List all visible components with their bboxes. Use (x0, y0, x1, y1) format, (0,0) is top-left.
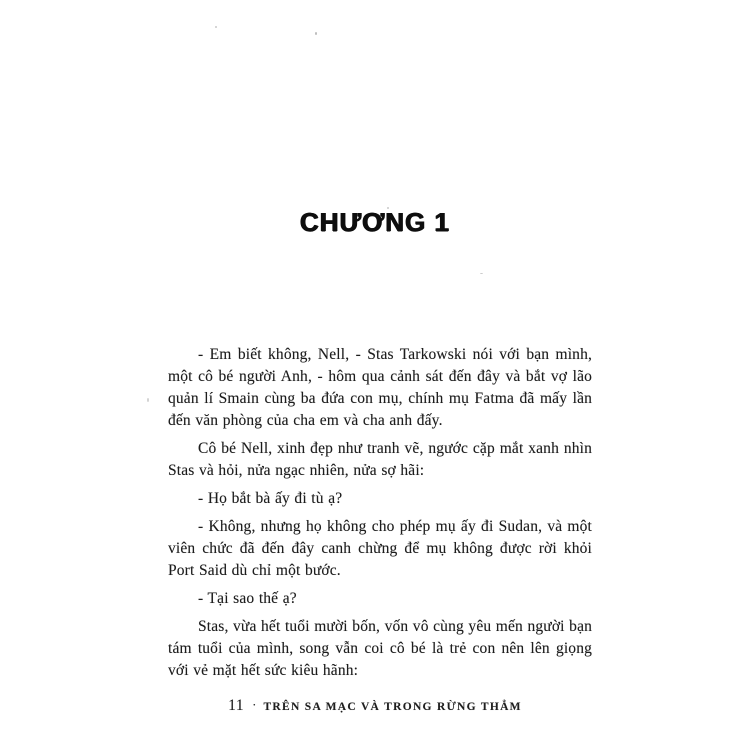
paragraph: Stas, vừa hết tuổi mười bốn, vốn vô cùng yêu mến người bạn tám tuổi của mình, song vẫn coi cô bé là trẻ con nên lên giọng với vẻ mặt hết sức kiêu hãnh: (168, 618, 592, 679)
paragraph: - Tại sao thế ạ? (198, 590, 297, 607)
scan-speck (147, 398, 149, 402)
scan-speck (215, 26, 217, 28)
paragraph: - Không, nhưng họ không cho phép mụ ấy đi Sudan, và một viên chức đã đến đây canh chừng để mụ không được rời khỏi Port Said dù chỉ một bước. (168, 518, 592, 579)
page-number: 11 (228, 697, 245, 714)
paragraph: - Họ bắt bà ấy đi tù ạ? (198, 490, 343, 507)
scan-speck (480, 273, 483, 274)
scan-speck (315, 32, 317, 35)
page-footer (0, 697, 750, 715)
separator-dot: · (252, 697, 257, 712)
paragraph: Cô bé Nell, xinh đẹp như tranh vẽ, ngước cặp mắt xanh nhìn Stas và hỏi, nửa ngạc nhiên, nửa sợ hãi: (168, 440, 592, 479)
body-text (168, 344, 592, 688)
book-title: TRÊN SA MẠC VÀ TRONG RỪNG THẲM (263, 701, 522, 713)
paragraph: - Em biết không, Nell, - Stas Tarkowski nói với bạn mình, một cô bé người Anh, - hôm qua cảnh sát đến đây và bắt vợ lão quản lí Smain cùng ba đứa con mụ, chính mụ Fatma đã mấy lần đến văn phòng của cha em và cha anh đấy. (168, 346, 592, 429)
chapter-heading: CHƯƠNG 1 (300, 207, 450, 237)
